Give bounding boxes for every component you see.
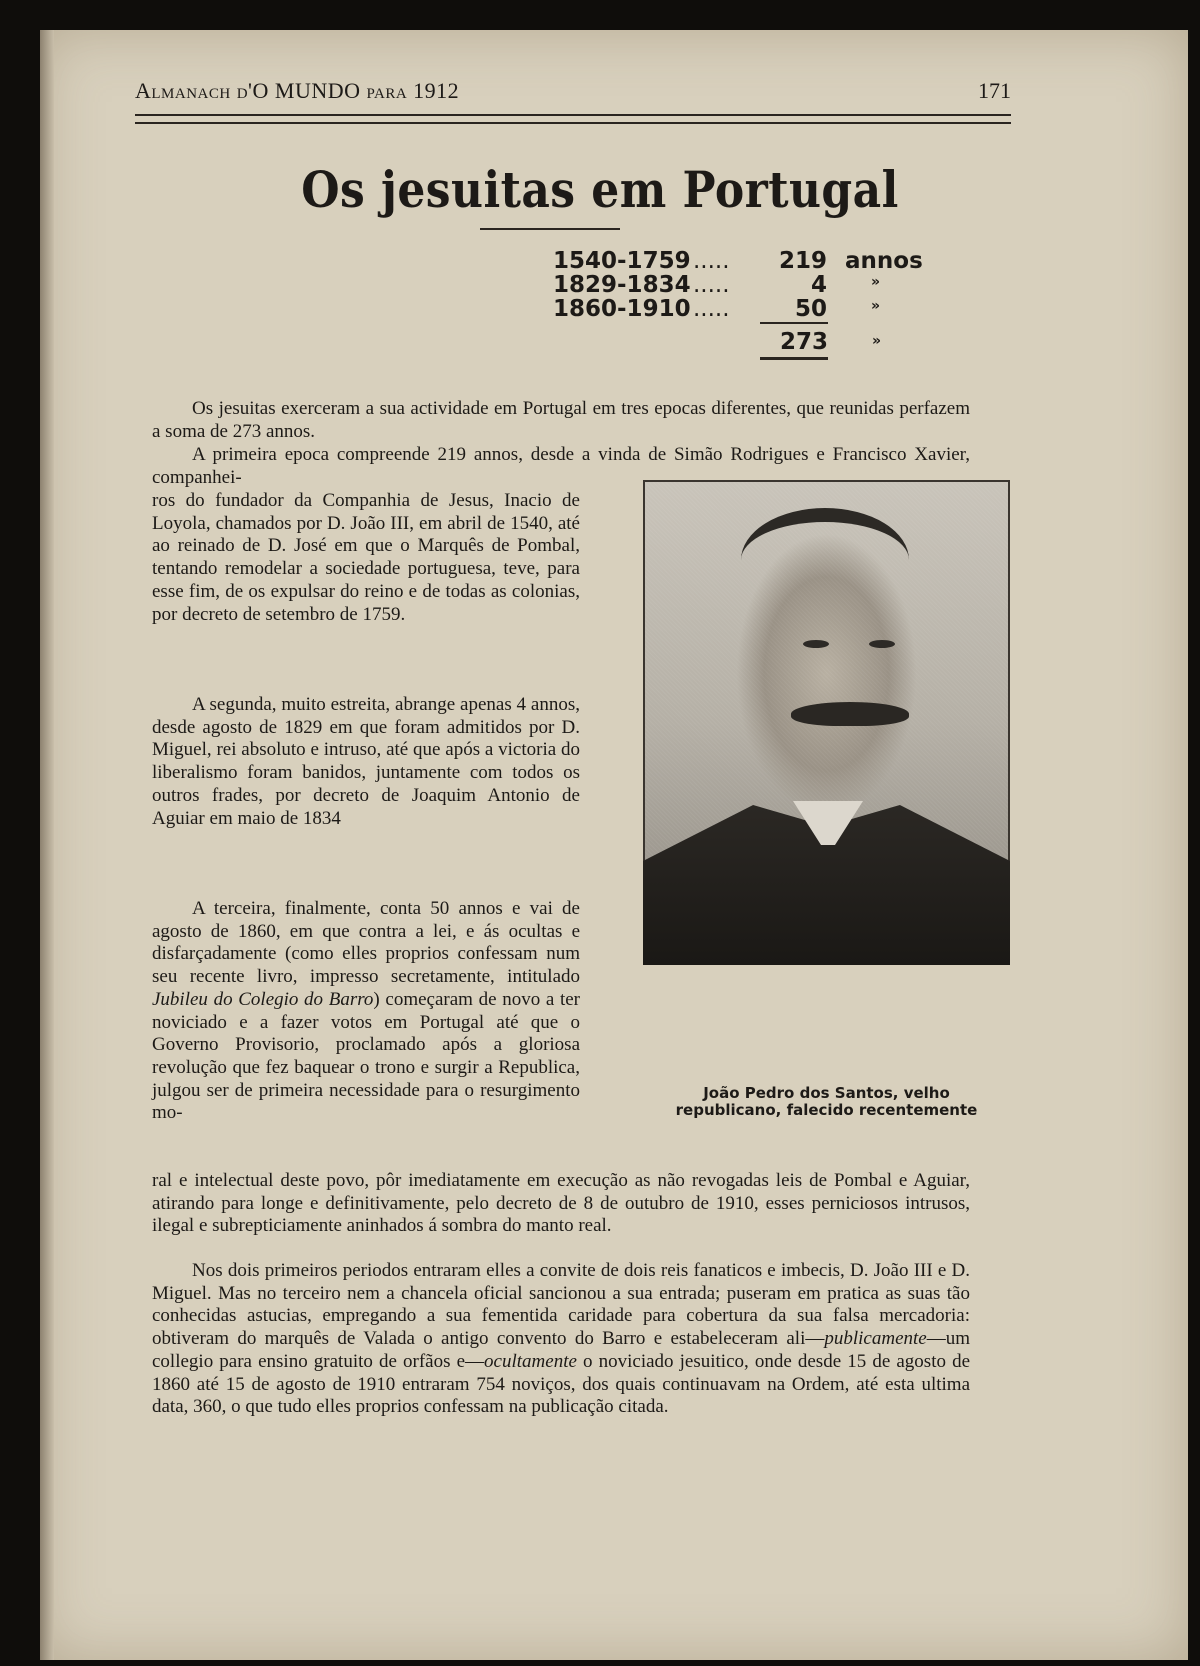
entry-text-a: Nos dois primeiros periodos entraram elles a convite de dois reis fanaticos e imbecis, D. João III e D. Miguel. Mas no terceiro nem a chancela oficial sancionou a sua entrada; puseram em pratica as suas tão conhecidas astucias, empregando a sua fementida caridade para cobertura da sua falsa mercadoria: obtiveram do marquês de Valada o antigo convento do Barro e estabeleceram ali— <box>152 1260 970 1350</box>
period-years: 1860-1910 <box>553 296 691 322</box>
total-double-rule <box>760 357 828 360</box>
header-rule <box>135 114 1011 124</box>
photo-caption: João Pedro dos Santos, velho republicano, falecido recentemente <box>675 1084 978 1119</box>
period-count: 4 <box>810 272 827 298</box>
intro-paragraph: Os jesuitas exerceram a sua actividade em Portugal em tres epocas diferentes, que reunidas perfazem a soma de 273 annos. <box>152 398 970 442</box>
period-ditto: » <box>871 274 881 290</box>
portrait-hair <box>741 508 909 612</box>
period-ditto: » <box>871 298 881 314</box>
total-count: 273 <box>779 329 828 355</box>
title-rule <box>480 228 620 230</box>
period-years: 1829-1834 <box>553 272 691 298</box>
period-row <box>553 296 933 320</box>
portrait-mustache <box>791 702 909 726</box>
periods-table <box>553 248 933 320</box>
portrait-photo <box>643 480 1010 965</box>
period-dots: ..... <box>693 296 730 322</box>
period-unit: annos <box>845 248 923 274</box>
period-row <box>553 248 933 272</box>
running-title: Almanach d'O MUNDO para 1912 <box>135 78 460 103</box>
article-title: Os jesuitas em Portugal <box>301 160 899 219</box>
period-years: 1540-1759 <box>553 248 691 274</box>
third-epoch-text-a: A terceira, finalmente, conta 50 annos e vai de agosto de 1860, em que contra a lei, e ás ocultas e disfarçadamente (como elles proprios confessam num seu recente livro, impresso secretamente, intitulado <box>152 898 580 988</box>
paragraph-first-epoch: ros do fundador da Companhia de Jesus, Inacio de Loyola, chamados por D. João III, em abril de 1540, até ao reinado de D. José em que o Marquês de Pombal, tentando remodelar a sociedade portuguesa, teve, para esse fim, de os expulsar do reino e de todas as colonias, por decreto de setembro de 1759. <box>152 490 580 625</box>
total-ditto: » <box>872 333 882 349</box>
page-spine-shadow <box>40 30 54 1660</box>
running-header <box>135 78 1011 112</box>
period-dots: ..... <box>693 272 730 298</box>
page-number: 171 <box>978 78 1011 103</box>
period-dots: ..... <box>693 248 730 274</box>
paragraph-first-epoch-start: A primeira epoca compreende 219 annos, desde a vinda de Simão Rodrigues e Francisco Xavier, companhei- <box>152 444 970 488</box>
entry-text-b: —um collegio para ensino gratuito de orfãos e— <box>152 1328 970 1372</box>
paragraph-third-epoch <box>152 898 580 1125</box>
portrait-eye <box>803 640 829 648</box>
period-count: 50 <box>794 296 827 322</box>
sum-rule <box>760 322 828 324</box>
paragraph-entry-periods <box>152 1260 970 1419</box>
paragraph-third-epoch-end: ral e intelectual deste povo, pôr imediatamente em execução as não revogadas leis de Pombal e Aguiar, atirando para longe e definitivamente, pelo decreto de 8 de outubro de 1910, esses perniciosos intrusos, ilegal e subrepticiamente aninhados á sombra do manto real. <box>152 1170 970 1237</box>
emphasis-publicly: publicamente <box>824 1328 927 1350</box>
period-count: 219 <box>778 248 827 274</box>
emphasis-secretly: ocultamente <box>484 1350 577 1372</box>
book-title: Jubileu do Colegio do Barro <box>152 988 374 1010</box>
third-epoch-text-b: ) começaram de novo a ter noviciado e a fazer votos em Portugal até que o Governo Provisorio, proclamado após a gloriosa revolução que fez baquear o trono e surgir a Republica, julgou ser de primeira necessidade para o resurgimento mo- <box>152 988 580 1124</box>
entry-text-c: o noviciado jesuitico, onde desde 15 de agosto de 1860 até 15 de agosto de 1910 entraram 754 noviços, dos quais continuavam na Ordem, até esta ultima data, 360, o que tudo elles proprios confessam na publicação citada. <box>152 1350 971 1418</box>
paragraph-second-epoch: A segunda, muito estreita, abrange apenas 4 annos, desde agosto de 1829 em que foram admitidos por D. Miguel, rei absoluto e intruso, até que após a victoria do liberalismo foram banidos, juntamente com todos os outros frades, por decreto de Joaquim Antonio de Aguiar em maio de 1834 <box>152 694 580 829</box>
portrait-eye <box>869 640 895 648</box>
period-row <box>553 272 933 296</box>
